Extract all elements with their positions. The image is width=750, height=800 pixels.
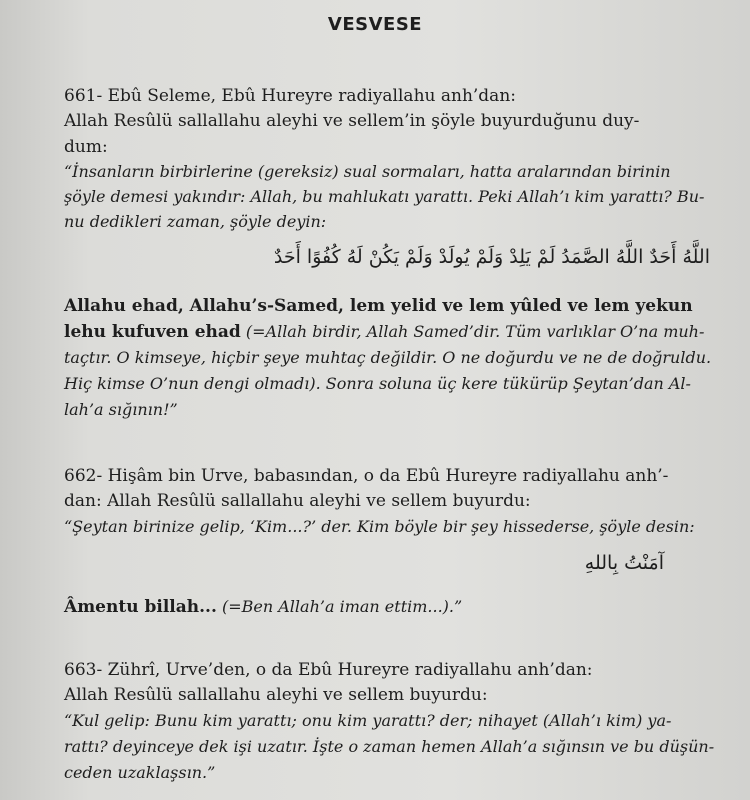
transliteration-meaning-line (64, 322, 704, 342)
hadith-662-header: 662- Hişâm bin Urve, babasından, o da Ebû Hureyre radiyallahu anh’- (64, 466, 669, 486)
hadith-663-intro: Allah Resûlü sallallahu aleyhi ve sellem buyurdu: (64, 685, 488, 705)
hadith-661-header: 661- Ebû Seleme, Ebû Hureyre radiyallahu anh’dan: (64, 86, 516, 106)
hadith-661-quote-line: “İnsanların birbirlerine (gereksiz) sual sormaları, hatta aralarından birinin (64, 162, 671, 181)
hadith-662-intro: dan: Allah Resûlü sallallahu aleyhi ve sellem buyurdu: (64, 491, 531, 511)
hadith-661-quote-line: şöyle demesi yakındır: Allah, bu mahlukatı yarattı. Peki Allah’ı kim yarattı? Bu- (64, 187, 705, 206)
amentu-transliteration: Âmentu billah... (64, 597, 217, 617)
amentu-line (64, 597, 462, 617)
hadith-663-quote-line: rattı? deyinceye dek işi uzatır. İşte o zaman hemen Allah’a sığınsın ve bu düşün- (64, 737, 715, 756)
arabic-ikhlas-text: اللَّهُ أَحَدٌ اللَّهُ الصَّمَدُ لَمْ يَلِدْ وَلَمْ يُولَدْ وَلَمْ يَكُنْ لَهُ كُفُوًا أَحَدٌ (273, 246, 710, 268)
meaning-line: lah’a sığının!” (64, 400, 178, 419)
hadith-663-quote-line: “Kul gelip: Bunu kim yarattı; onu kim yarattı? der; nihayet (Allah’ı kim) ya- (64, 711, 672, 730)
meaning-line: taçtır. O kimseye, hiçbir şeye muhtaç değildir. O ne doğurdu ve ne de doğruldu. (64, 348, 712, 367)
hadith-662-quote-line: “Şeytan birinize gelip, ‘Kim...?’ der. Kim böyle bir şey hissederse, şöyle desin: (64, 517, 695, 536)
arabic-amentu-text: آمَنْتُ بِاللهِ (584, 552, 664, 574)
meaning-start: (=Allah birdir, Allah Samed’dir. Tüm varlıklar O’na muh- (240, 322, 705, 341)
meaning-line: Hiç kimse O’nun dengi olmadı). Sonra soluna üç kere tükürüp Şeytan’dan Al- (64, 374, 691, 393)
hadith-663-header: 663- Zührî, Urve’den, o da Ebû Hureyre radiyallahu anh’dan: (64, 660, 593, 680)
hadith-663-quote-line: ceden uzaklaşsın.” (64, 763, 216, 782)
hadith-661-intro: Allah Resûlü sallallahu aleyhi ve sellem’in şöyle buyurduğunu duy- (64, 111, 640, 131)
hadith-661-intro-cont: dum: (64, 137, 108, 157)
amentu-meaning: (=Ben Allah’a iman ettim...).” (216, 597, 463, 616)
hadith-661-quote-line: nu dedikleri zaman, şöyle deyin: (64, 212, 327, 231)
chapter-title: VESVESE (327, 14, 423, 35)
transliteration-line: Allahu ehad, Allahu’s-Samed, lem yelid ve lem yûled ve lem yekun (64, 296, 693, 316)
transliteration-end: lehu kufuven ehad (64, 322, 241, 342)
